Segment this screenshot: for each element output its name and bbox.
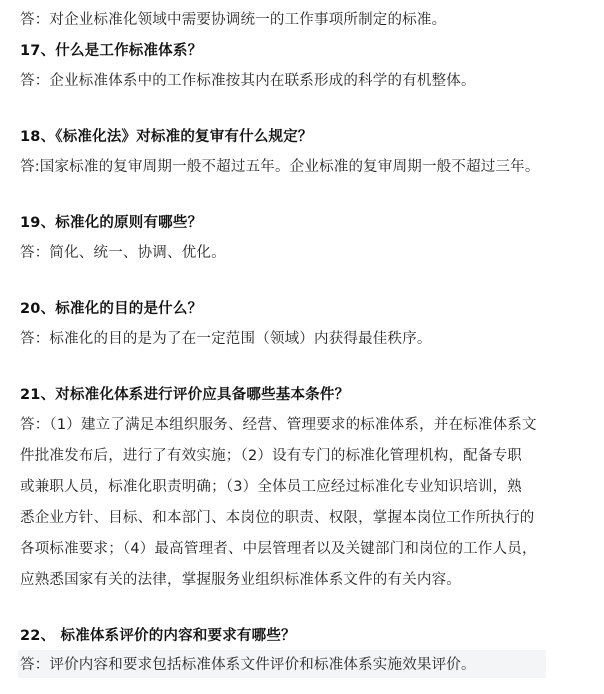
answer-19-text: 答：简化、统一、协调、优化。 — [20, 245, 226, 261]
question-17-heading: 17、什么是工作标准体系？ — [20, 43, 203, 59]
answer-21-line-2: 件批准发布后，进行了有效实施；（2）设有专门的标准化管理机构，配备专职 — [20, 448, 522, 464]
question-20-heading: 20、标准化的目的是什么？ — [20, 301, 203, 317]
answer-17-text: 答：企业标准体系中的工作标准按其内在联系形成的科学的有机整体。 — [20, 73, 476, 89]
answer-21-line-3: 或兼职人员，标准化职责明确；（3）全体员工应经过标准化专业知识培训，熟 — [20, 479, 522, 495]
answer-18-text: 答:国家标准的复审周期一般不超过五年。企业标准的复审周期一般不超过三年。 — [20, 159, 540, 175]
question-18-heading: 18、《标准化法》对标准的复审有什么规定？ — [20, 129, 313, 145]
answer-21-line-1: 答：（1）建立了满足本组织服务、经营、管理要求的标准体系，并在标准体系文 — [20, 417, 537, 433]
answer-21-line-4: 悉企业方针、目标、和本部门、本岗位的职责、权限，掌握本岗位工作所执行的 — [20, 510, 535, 526]
question-22-heading: 22、 标准体系评价的内容和要求有哪些？ — [20, 628, 296, 644]
answer-16-text: 答：对企业标准化领域中需要协调统一的工作事项所制定的标准。 — [20, 12, 447, 28]
answer-22-text: 答：评价内容和要求包括标准体系文件评价和标准体系实施效果评价。 — [20, 657, 476, 673]
answer-20-text: 答：标准化的目的是为了在一定范围（领域）内获得最佳秩序。 — [20, 331, 432, 347]
question-19-heading: 19、标准化的原则有哪些？ — [20, 215, 203, 231]
answer-21-line-5: 各项标准要求；（4）最高管理者、中层管理者以及关键部门和岗位的工作人员， — [20, 541, 537, 557]
answer-21-line-6: 应熟悉国家有关的法律，掌握服务业组织标准体系文件的有关内容。 — [20, 572, 461, 588]
question-21-heading: 21、对标准化体系进行评价应具备哪些基本条件？ — [20, 387, 350, 403]
